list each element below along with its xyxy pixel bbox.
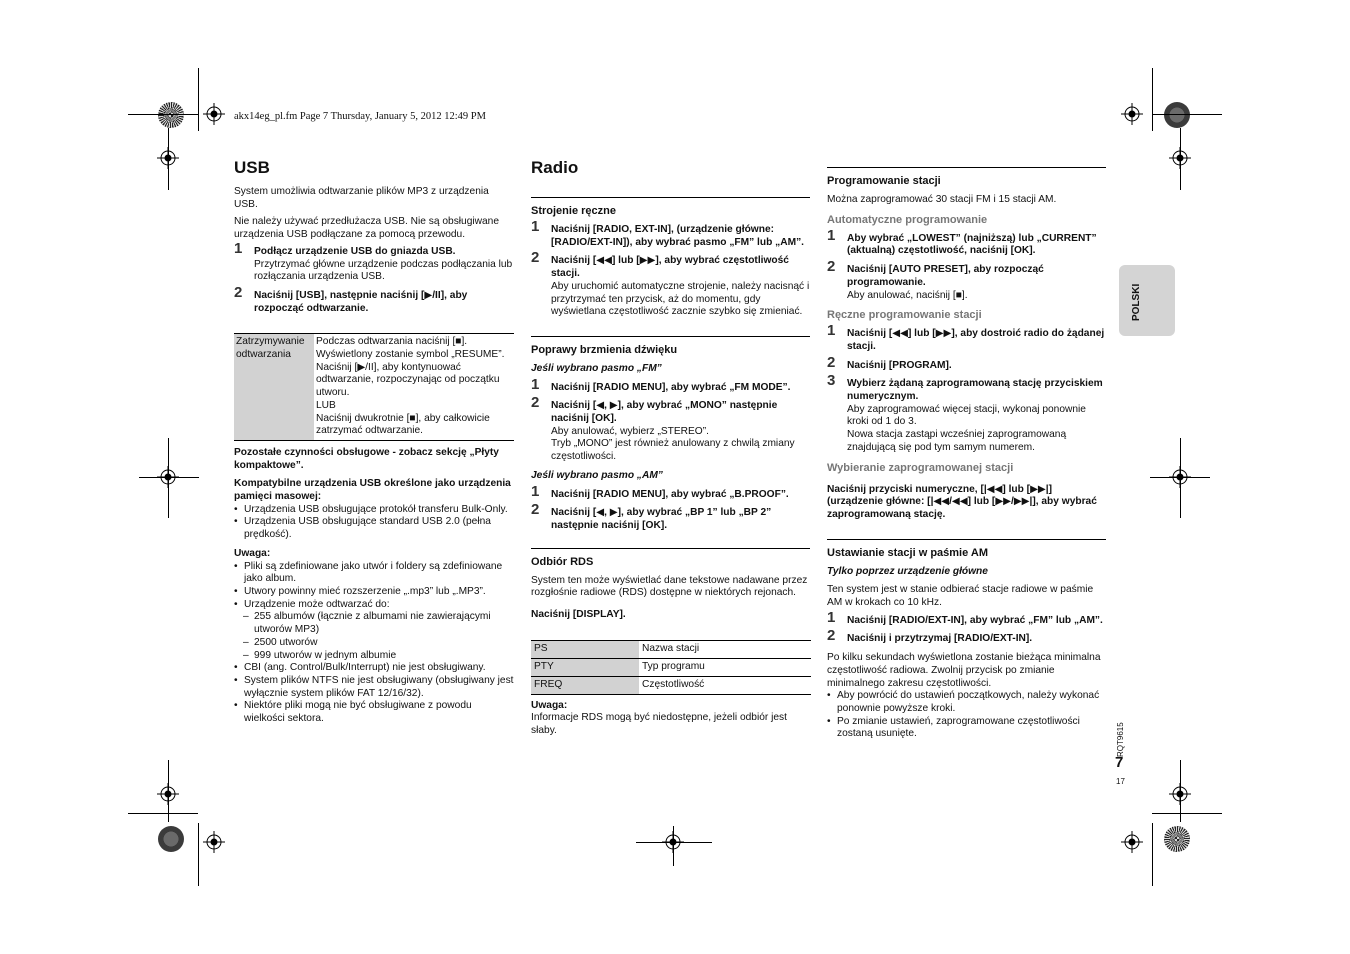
list-item: • System plików NTFS nie jest obsługiwany (obsługiwany jest wyłącznie system plików FAT 12/16/32). [234,675,514,700]
step-instruction: Naciśnij [USB], następnie naciśnij [▶/II], aby rozpocząć odtwarzanie. [254,289,468,314]
step-number: 1 [531,218,540,235]
list-item: • CBI (ang. Control/Bulk/Interrupt) nie jest obsługiwany. [234,662,514,675]
step-number: 2 [827,627,836,645]
usb-step-1 [234,239,514,284]
rds-press: Naciśnij [DISPLAY]. [531,609,626,621]
registration-mark-icon [1121,831,1143,853]
step-number: 2 [531,394,540,412]
crop-line [636,842,712,843]
table-value: Nazwa stacji [642,642,700,654]
step-number: 2 [531,501,540,519]
list-item: – 999 utworów w jednym albumie [234,650,514,663]
step-instruction: Naciśnij [RADIO/EXT-IN], aby wybrać „FM” lub „AM”. [847,614,1103,626]
note-title: Uwaga: [234,547,271,559]
am-step-2 [531,501,810,532]
step-detail: Aby anulować, wybierz „STEREO”. Tryb „MONO” jest również anulowany z chwilą zmiany częstotliwości. [551,425,795,463]
step-detail: Aby anulować, naciśnij [■]. [847,289,968,301]
am-step-bullets [827,690,1106,741]
step-instruction: Naciśnij [RADIO MENU], aby wybrać „FM MODE”. [551,381,791,393]
preset-column [827,167,1106,746]
am-setting-step-2 [827,627,1106,646]
table-line: Naciśnij dwukrotnie [■], aby całkowicie zatrzymać odtwarzanie. [316,412,490,437]
section-title: Ustawianie stacji w paśmie AM [827,546,988,559]
rds-note: Informacje RDS mogą być niedostępne, jeżeli odbiór jest słaby. [531,712,787,737]
document-code: RQT9615 [1116,722,1125,757]
usb-stop-table [234,333,514,441]
crop-line [128,813,198,814]
am-step-label: Tylko poprzez urządzenie główne [827,565,988,577]
table-key: Zatrzymywanie odtwarzania [234,334,314,441]
list-item: • Urządzenie może odtwarzać do: [234,599,514,612]
am-label: Jeśli wybrano pasmo „AM” [531,469,663,481]
usb-steps [234,239,514,316]
page-number: 7 [1115,754,1124,771]
usb-intro-1: System umożliwia odtwarzanie plików MP3 z urządzenia USB. [234,186,489,210]
am-step-after: Po kilku sekundach wyświetlona zostanie bieżąca minimalna częstotliwość radiowa. Zwolnij przycisk po zmianie minimalnego zakresu częstotliwości. [827,652,1101,689]
rds-table [531,640,811,695]
section-title: Poprawy brzmienia dźwięku [531,343,678,356]
step-instruction: Podłącz urządzenie USB do gniazda USB. [254,245,456,257]
crop-line [1152,68,1153,131]
step-instruction: Naciśnij [RADIO MENU], aby wybrać „B.PROOF”. [551,488,789,500]
compat-title: Kompatybilne urządzenia USB określone jako urządzenia pamięci masowej: [234,478,511,503]
usb-intro-2: Nie należy używać przedłużacza USB. Nie są obsługiwane urządzenia USB podłączane za pomocą przewodu. [234,216,500,241]
language-tab [1119,265,1175,336]
crop-line [198,68,199,131]
table-value [314,334,514,441]
auto-step-1 [827,226,1106,258]
table-line: Wyświetlony zostanie symbol „RESUME”. [316,349,505,361]
fm-step-2 [531,394,810,464]
step-number: 2 [827,353,836,371]
list-item: – 2500 utworów [234,637,514,650]
step-detail: Aby uruchomić automatyczne strojenie, należy nacisnąć i przytrzymać ten przycisk, aż do momentu, gdy wyświetlana częstotliwość zacznie szybko się zmieniać. [551,280,810,318]
usb-column [234,158,514,731]
star-target-icon [1164,826,1190,852]
star-target-icon [158,102,184,128]
gray-target-icon [1164,102,1190,128]
table-line: Podczas odtwarzania naciśnij [■]. [316,336,468,348]
compat-list [234,504,514,542]
crop-line [168,760,169,822]
step-number: 1 [531,375,540,393]
list-item: • Po zmianie ustawień, zaprogramowane częstotliwości zostaną usunięte. [827,716,1106,741]
list-item: • Niektóre pliki mogą nie być obsługiwane z powodu wielkości sektora. [234,700,514,725]
preset-section [827,167,1106,522]
list-item: • Aby powrócić do ustawień początkowych, należy wykonać ponownie powyższe kroki. [827,690,1106,715]
note-title: Uwaga: [531,699,568,711]
step-number: 1 [531,482,540,500]
step-instruction: Naciśnij [◀◀] lub [▶▶], aby wybrać częstotliwość stacji. [551,255,789,280]
manual-step-1 [827,322,1106,353]
step-number: 2 [234,283,243,301]
step-instruction: Naciśnij [RADIO, EXT-IN], (urządzenie główne: [RADIO/EXT-IN]), aby wybrać pasmo „FM” lub „AM”. [551,224,805,248]
step-number: 1 [827,608,836,626]
auto-step-2 [827,258,1106,302]
radio-title: Radio [531,158,579,177]
registration-mark-icon [203,831,225,853]
table-line: Naciśnij [▶/II], aby kontynuować odtwarzanie, rozpoczynając od początku utworu. [316,361,500,399]
table-value: Typ programu [642,660,705,672]
table-line: LUB [316,399,336,411]
sound-section [531,336,810,533]
am-setting-step-1 [827,608,1106,628]
list-item: • Utwory powinny mieć rozszerzenie „.mp3” lub „.MP3”. [234,586,514,599]
step-instruction: Naciśnij i przytrzymaj [RADIO/EXT-IN]. [847,633,1033,645]
step-number: 2 [827,258,836,276]
am-step-intro: Ten system jest w stanie odbierać stacje radiowe w paśmie AM w krokach co 10 kHz. [827,584,1094,609]
step-instruction: Wybierz żądaną zaprogramowaną stację przyciskiem numerycznym. [847,378,1103,403]
step-instruction: Naciśnij [◀◀] lub [▶▶], aby dostroić radio do żądanej stacji. [847,328,1105,352]
crop-line [1180,438,1181,518]
list-item: • Pliki są zdefiniowane jako utwór i foldery są zdefiniowane jako album. [234,561,514,586]
crop-line [1180,128,1181,190]
section-title: Programowanie stacji [827,175,941,187]
usb-title: USB [234,158,270,177]
fm-label: Jeśli wybrano pasmo „FM” [531,362,662,374]
gray-target-icon [158,826,184,852]
radio-column [531,158,810,743]
manual-step-3 [827,372,1106,454]
usb-step-2 [234,283,514,315]
list-item: • Urządzenia USB obsługujące protokół transferu Bulk-Only. [234,504,514,517]
auto-title: Automatyczne programowanie [827,213,988,226]
crop-line [198,823,199,886]
registration-mark-icon [1121,103,1143,125]
crop-line [168,128,169,190]
table-key: FREQ [531,676,639,694]
step-instruction: Naciśnij [◀, ▶], aby wybrać „MONO” następnie naciśnij [OK]. [551,400,778,425]
step-instruction: Aby wybrać „LOWEST” (najniższą) lub „CURRENT” (aktualną) częstotliwość, naciśnij [OK]. [847,232,1097,257]
crop-line [139,477,199,478]
sub-page-number: 17 [1116,777,1125,786]
preset-intro: Można zaprogramować 30 stacji FM i 15 stacji AM. [827,194,1057,205]
manual-preset-title: Ręczne programowanie stacji [827,309,982,322]
step-number: 1 [827,322,836,340]
rds-section [531,548,810,738]
table-row [531,658,811,676]
step-number: 3 [827,372,836,390]
am-step-section [827,539,1106,741]
fm-step-1 [531,375,810,395]
section-title: Odbiór RDS [531,555,594,568]
language-tab-label: POLSKI [1131,283,1142,321]
other-operations: Pozostałe czynności obsługowe - zobacz sekcję „Płyty kompaktowe”. [234,446,499,471]
manual-tuning-section [531,197,810,319]
step-detail: Aby zaprogramować więcej stacji, wykonaj ponownie kroki od 1 do 3. Nowa stacja zastąpi wcześniej zaprogramowaną znajdującą się pod tym samym numerem. [847,403,1086,453]
crop-line [1152,813,1222,814]
crop-line [1152,114,1222,115]
step-number: 1 [234,239,243,257]
crop-line [673,826,674,866]
am-step-1 [531,482,810,502]
tuning-step-2 [531,249,810,319]
crop-line [1152,823,1153,886]
step-number: 1 [827,226,836,244]
table-row [531,676,811,694]
step-number: 2 [531,249,540,267]
select-text: Naciśnij przyciski numeryczne, [|◀◀] lub [▶▶|] (urządzenie główne: [|◀◀/◀◀] lub [▶▶/▶▶|], aby wybrać zaprogramowaną stację. [827,483,1097,520]
crop-line [128,114,198,115]
registration-mark-icon [203,103,225,125]
table-value: Częstotliwość [642,678,705,690]
step-instruction: Naciśnij [PROGRAM]. [847,359,952,371]
list-item: – 255 albumów (łącznie z albumami nie zawierającymi utworów MP3) [234,611,514,636]
rds-intro: System ten może wyświetlać dane tekstowe nadawane przez rozgłośnie radiowe (RDS) dostępne w niektórych rejonach. [531,574,808,599]
manual-step-2 [827,353,1106,373]
tuning-step-1 [531,218,810,249]
table-key: PS [531,640,639,658]
crop-line [1180,760,1181,822]
crop-line [168,438,169,518]
step-instruction: Naciśnij [◀, ▶], aby wybrać „BP 1” lub „BP 2” następnie naciśnij [OK]. [551,507,772,531]
list-item: • Urządzenia USB obsługujące standard USB 2.0 (pełna prędkość). [234,516,514,541]
step-detail: Przytrzymać główne urządzenie podczas podłączania lub rozłączania urządzenia USB. [254,258,513,283]
step-instruction: Naciśnij [AUTO PRESET], aby rozpocząć programowanie. [847,264,1044,288]
select-title: Wybieranie zaprogramowanej stacji [827,461,1014,474]
file-header: akx14eg_pl.fm Page 7 Thursday, January 5, 2012 12:49 PM [234,111,486,122]
table-row [531,640,811,658]
notes-list [234,561,514,726]
section-title: Strojenie ręczne [531,205,616,217]
table-key: PTY [531,658,639,676]
